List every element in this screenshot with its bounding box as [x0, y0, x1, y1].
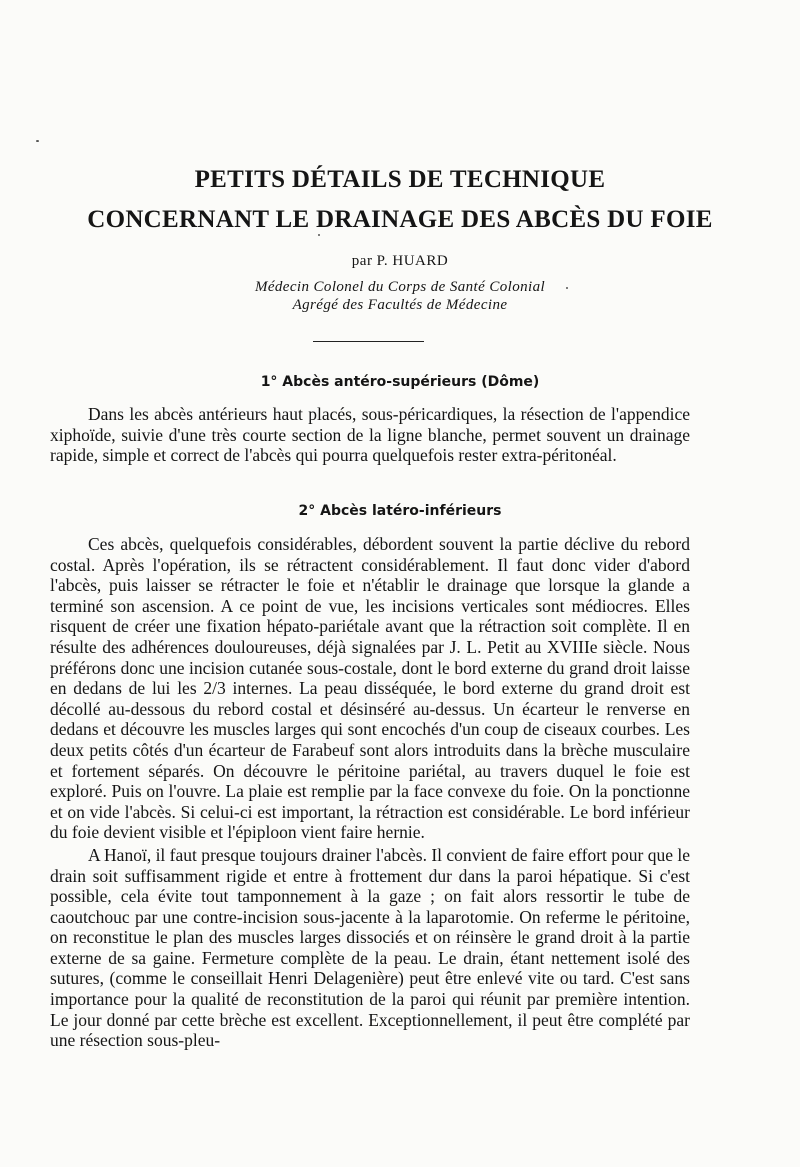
- scan-speck: [318, 234, 320, 236]
- divider-rule: [313, 341, 424, 342]
- article-title-line-2: CONCERNANT LE DRAINAGE DES ABCÈS DU FOIE: [87, 206, 713, 233]
- section-1-body: [50, 404, 690, 466]
- section-heading-1: 1° Abcès antéro-supérieurs (Dôme): [260, 374, 540, 390]
- section-2-body: [50, 534, 690, 1051]
- article-title-line-1: PETITS DÉTAILS DE TECHNIQUE: [194, 166, 606, 193]
- author-byline: par P. HUARD: [351, 253, 449, 269]
- author-affiliation-1: Médecin Colonel du Corps de Santé Colonial: [254, 279, 546, 295]
- section-heading-2: 2° Abcès latéro-inférieurs: [298, 503, 502, 519]
- author-affiliation-2: Agrégé des Facultés de Médecine: [292, 297, 508, 313]
- section-2-paragraph-2: A Hanoï, il faut presque toujours drainer l'abcès. Il convient de faire effort pour que le drain soit suffisamment rigide et entre à frottement dur dans la paroi hépatique. Si c'est possible, cela évite tout tamponnement à la gaze ; on fait alors ressortir le tube de caoutchouc par une contre-incision sous-jacente à la laparotomie. On referme le péritoine, on reconstitue le plan des muscles larges dissociés et on réinsère le grand droit à la partie externe de sa gaine. Fermeture complète de la peau. Le drain, étant nettement isolé des sutures, (comme le conseillait Henri Delagenière) peut être enlevé vite ou tard. C'est sans importance pour la qualité de reconstitution de la paroi qui réunit par première intention. Le jour donné par cette brèche est excellent. Exceptionnellement, il peut être complété par une résection sous-pleu-: [50, 844, 690, 1051]
- scan-speck: [36, 140, 39, 142]
- section-1-paragraph-1: Dans les abcès antérieurs haut placés, sous-péricardiques, la résection de l'appendice xiphoïde, suivie d'une très courte section de la ligne blanche, permet souvent un drainage rapide, simple et correct de l'abcès qui pourra quelquefois rester extra-péritonéal.: [50, 404, 690, 466]
- section-2-paragraph-1: Ces abcès, quelquefois considérables, débordent souvent la partie déclive du rebord costal. Après l'opération, ils se rétractent considérablement. Il faut donc vider d'abord l'abcès, puis laisser se rétracter le foie et n'établir le drainage que lorsque la glande a terminé son ascension. A ce point de vue, les incisions verticales sont médiocres. Elles risquent de créer une fixation hépato-pariétale avant que la rétraction soit complète. Il en résulte des adhérences douloureuses, déjà signalées par J. L. Petit au XVIIIe siècle. Nous préférons donc une incision cutanée sous-costale, dont le bord externe du grand droit laisse en dedans de lui les 2/3 internes. La peau disséquée, le bord externe du grand droit est décollé au-dessous du rebord costal et désinséré au-dessus. Un écarteur le renverse en dedans et découvre les muscles larges qui sont encochés d'un coup de ciseaux courbes. Les deux petits côtés d'un écarteur de Farabeuf sont alors introduits dans la brèche musculaire et fortement séparés. On découvre le péritoine pariétal, au travers duquel le foie est exploré. Puis on l'ouvre. La plaie est remplie par la face convexe du foie. On la ponctionne et on vide l'abcès. Si celui-ci est important, la rétraction est considérable. Le bord inférieur du foie devient visible et l'épiploon vient faire hernie.: [50, 534, 690, 843]
